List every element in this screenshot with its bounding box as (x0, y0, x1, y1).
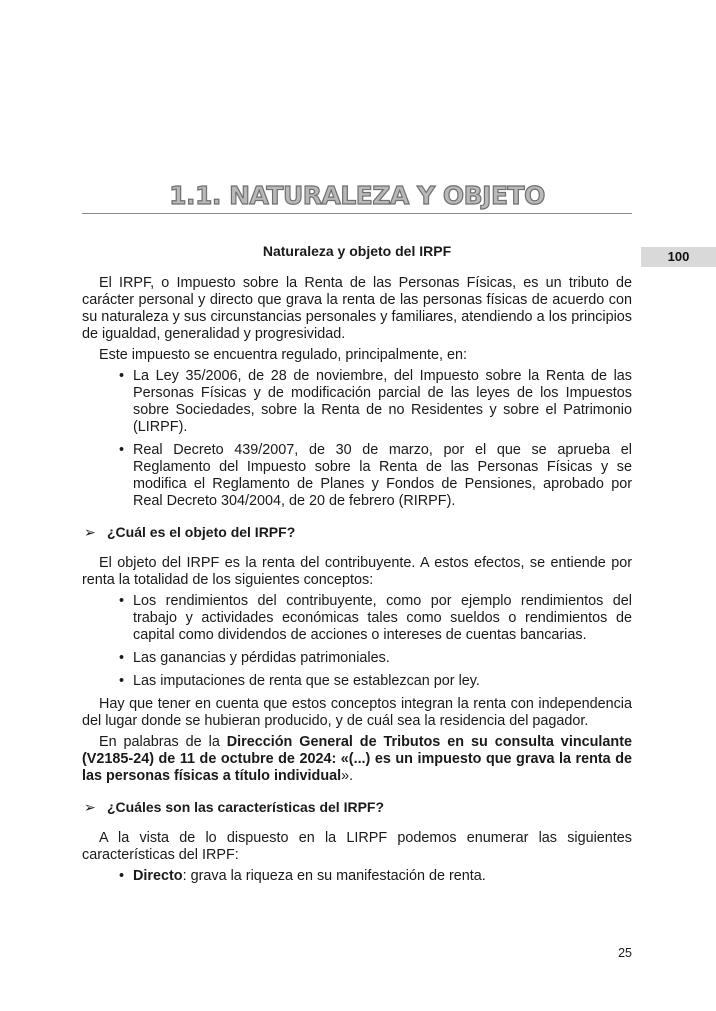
bullet-icon: • (119, 868, 125, 884)
section-title: Naturaleza y objeto del IRPF (262, 243, 452, 259)
independence-paragraph: Hay que tener en cuenta que estos conceptos integran la renta con independencia del lugar donde se hubieran producido, y de cuál sea la residencia del pagador. (82, 696, 632, 729)
chapter-divider (82, 213, 632, 214)
side-tab-badge: 100 (641, 247, 716, 267)
question-heading-caracteristicas: ➢ ¿Cuáles son las características del IRPF? (84, 799, 385, 815)
concepts-list (82, 593, 632, 690)
list-item: • Los rendimientos del contribuyente, como por ejemplo rendimientos del trabajo y actividades económicas tales como sueldos o rendimientos de capital como dividendos de acciones o intereses de cuentas bancarias. (119, 593, 632, 643)
list-item: • Real Decreto 439/2007, de 30 de marzo, por el que se aprueba el Reglamento del Impuesto sobre la Renta de las Personas Físicas y se modifica el Reglamento de Planes y Fondos de Pensiones, aprobado por Real Decreto 304/2004, de 20 de febrero (RIRPF). (119, 442, 632, 509)
arrow-icon: ➢ (84, 524, 96, 540)
intro-regulation-paragraph: Este impuesto se encuentra regulado, principalmente, en: (99, 347, 467, 363)
bullet-icon: • (119, 673, 125, 689)
bullet-icon: • (119, 650, 125, 666)
intro-paragraph: El IRPF, o Impuesto sobre la Renta de las Personas Físicas, es un tributo de carácter personal y directo que grava la renta de las personas físicas de acuerdo con su naturaleza y sus circunstancias personales y familiares, atendiendo a los principios de igualdad, generalidad y progresividad. (82, 275, 632, 342)
question-heading-objeto: ➢ ¿Cuál es el objeto del IRPF? (84, 524, 296, 540)
chapter-title: 1.1. NATURALEZA Y OBJETO (169, 181, 545, 210)
dgt-quote-bold: Dirección General de Tributos en su consulta vinculante (V2185-24) de 11 de octubre de 2024: «(...) es un impuesto que grava la renta de las personas físicas a título individual (82, 734, 632, 784)
regulation-list (82, 368, 632, 510)
bullet-icon: • (119, 593, 125, 609)
dgt-quote-paragraph: En palabras de la Dirección General de Tributos en su consulta vinculante (V2185-24) de 11 de octubre de 2024: «(...) es un impuesto que grava la renta de las personas físicas a título individual». (82, 734, 632, 784)
arrow-icon: ➢ (84, 799, 96, 815)
bullet-icon: • (119, 368, 125, 384)
objeto-paragraph: El objeto del IRPF es la renta del contribuyente. A estos efectos, se entiende por renta la totalidad de los siguientes conceptos: (82, 555, 632, 588)
bullet-icon: • (119, 442, 125, 458)
list-item: • La Ley 35/2006, de 28 de noviembre, del Impuesto sobre la Renta de las Personas Físicas y de modificación parcial de las leyes de los Impuestos sobre Sociedades, sobre la Renta de no Residentes y sobre el Patrimonio (LIRPF). (119, 368, 632, 435)
page-number: 25 (618, 946, 632, 960)
main-content (82, 243, 632, 891)
list-item: • Directo: grava la riqueza en su manifestación de renta. (119, 868, 486, 884)
list-item: • Las imputaciones de renta que se establezcan por ley. (119, 673, 480, 689)
caracteristicas-paragraph: A la vista de lo dispuesto en la LIRPF podemos enumerar las siguientes características del IRPF: (82, 830, 632, 863)
list-item: • Las ganancias y pérdidas patrimoniales. (119, 650, 390, 666)
characteristics-list (82, 868, 632, 885)
